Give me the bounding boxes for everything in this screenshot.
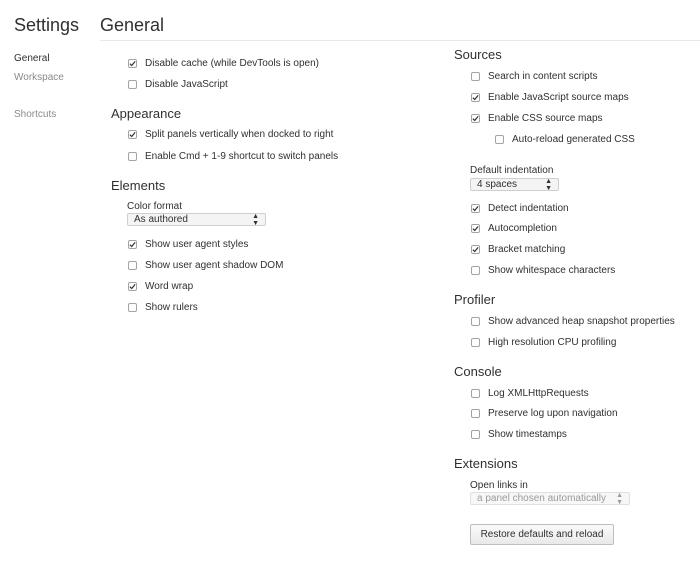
bracket-matching-option[interactable] bbox=[471, 244, 565, 255]
checkbox[interactable] bbox=[471, 430, 480, 439]
updown-arrows-icon: ▲ ▼ bbox=[252, 212, 259, 227]
disable-cache-option[interactable] bbox=[128, 58, 319, 69]
checkbox[interactable] bbox=[471, 338, 480, 347]
detect-indentation-option[interactable] bbox=[471, 203, 569, 214]
checkmark-icon bbox=[129, 283, 136, 290]
header-divider bbox=[100, 40, 700, 41]
checkbox[interactable] bbox=[471, 317, 480, 326]
checkbox-label: Show timestamps bbox=[488, 429, 567, 440]
select-value: As authored bbox=[134, 214, 188, 225]
checkmark-icon bbox=[472, 246, 479, 253]
checkbox-label: Log XMLHttpRequests bbox=[488, 388, 589, 399]
show-timestamps-option[interactable] bbox=[471, 429, 567, 440]
sidebar-item-general[interactable]: General bbox=[14, 53, 50, 64]
checkbox-label: Show advanced heap snapshot properties bbox=[488, 316, 675, 327]
auto-reload-css-option[interactable] bbox=[495, 134, 635, 145]
sidebar-item-shortcuts[interactable]: Shortcuts bbox=[14, 109, 57, 120]
user-agent-shadow-dom-option[interactable] bbox=[128, 260, 283, 271]
checkbox-label: Split panels vertically when docked to right bbox=[145, 129, 334, 140]
checkbox[interactable] bbox=[495, 135, 504, 144]
updown-arrows-icon: ▲ ▼ bbox=[545, 177, 552, 192]
checkmark-icon bbox=[472, 94, 479, 101]
section-title-extensions: Extensions bbox=[454, 456, 518, 471]
checkbox[interactable] bbox=[128, 80, 137, 89]
checkbox-label: High resolution CPU profiling bbox=[488, 337, 617, 348]
show-whitespace-option[interactable] bbox=[471, 265, 615, 276]
section-title-appearance: Appearance bbox=[111, 106, 182, 121]
checkbox[interactable] bbox=[471, 72, 480, 81]
checkmark-icon bbox=[129, 241, 136, 248]
sidebar-item-workspace[interactable]: Workspace bbox=[14, 72, 64, 83]
checkbox[interactable] bbox=[128, 152, 137, 161]
default-indentation-label: Default indentation bbox=[470, 165, 554, 176]
checkmark-icon bbox=[472, 115, 479, 122]
checkbox-label: Show user agent styles bbox=[145, 239, 249, 250]
checkbox[interactable] bbox=[471, 93, 480, 102]
checkbox-label: Show whitespace characters bbox=[488, 265, 616, 276]
checkbox[interactable] bbox=[128, 130, 137, 139]
section-title-console: Console bbox=[454, 364, 502, 379]
color-format-label: Color format bbox=[127, 201, 183, 212]
select-value: 4 spaces bbox=[477, 179, 518, 190]
user-agent-styles-option[interactable] bbox=[128, 239, 248, 250]
checkbox-label: Autocompletion bbox=[488, 223, 557, 234]
checkmark-icon bbox=[129, 60, 136, 67]
checkbox-label: Bracket matching bbox=[488, 244, 566, 255]
color-format-select[interactable] bbox=[127, 213, 266, 226]
checkbox-label: Word wrap bbox=[145, 281, 194, 292]
checkbox[interactable] bbox=[471, 266, 480, 275]
page-title: General bbox=[100, 15, 165, 35]
indentation-select[interactable] bbox=[470, 178, 559, 191]
checkbox-label: Enable JavaScript source maps bbox=[488, 92, 629, 103]
heap-snapshot-option[interactable] bbox=[471, 316, 675, 327]
search-content-scripts-option[interactable] bbox=[471, 71, 598, 82]
css-source-maps-option[interactable] bbox=[471, 113, 603, 124]
checkbox[interactable] bbox=[128, 282, 137, 291]
section-title-sources: Sources bbox=[454, 47, 502, 62]
checkmark-icon bbox=[472, 205, 479, 212]
select-value: a panel chosen automatically bbox=[477, 493, 606, 504]
checkbox-label: Enable CSS source maps bbox=[488, 113, 603, 124]
checkbox-label: Detect indentation bbox=[488, 203, 569, 214]
autocompletion-option[interactable] bbox=[471, 223, 557, 234]
cpu-profiling-option[interactable] bbox=[471, 337, 616, 348]
checkbox[interactable] bbox=[128, 261, 137, 270]
checkbox[interactable] bbox=[471, 114, 480, 123]
checkbox[interactable] bbox=[471, 224, 480, 233]
disable-javascript-option[interactable] bbox=[128, 79, 228, 90]
checkbox[interactable] bbox=[128, 59, 137, 68]
checkbox-label: Show user agent shadow DOM bbox=[145, 260, 284, 271]
section-title-profiler: Profiler bbox=[454, 292, 496, 307]
section-title-elements: Elements bbox=[111, 178, 166, 193]
updown-arrows-icon: ▲ ▼ bbox=[616, 491, 623, 506]
checkbox[interactable] bbox=[471, 204, 480, 213]
checkbox-label: Search in content scripts bbox=[488, 71, 598, 82]
preserve-log-option[interactable] bbox=[471, 408, 618, 419]
checkbox[interactable] bbox=[128, 303, 137, 312]
log-xhr-option[interactable] bbox=[471, 388, 589, 399]
word-wrap-option[interactable] bbox=[128, 281, 193, 292]
checkbox[interactable] bbox=[128, 240, 137, 249]
checkbox-label: Show rulers bbox=[145, 302, 198, 313]
settings-title: Settings bbox=[14, 15, 80, 35]
checkbox-label: Enable Cmd + 1-9 shortcut to switch panels bbox=[145, 151, 339, 162]
checkmark-icon bbox=[129, 131, 136, 138]
open-links-select[interactable] bbox=[470, 492, 630, 505]
split-panels-option[interactable] bbox=[128, 129, 333, 140]
open-links-label: Open links in bbox=[470, 480, 528, 491]
checkbox-label: Preserve log upon navigation bbox=[488, 408, 618, 419]
checkbox-label: Auto-reload generated CSS bbox=[512, 134, 635, 145]
checkbox-label: Disable JavaScript bbox=[145, 79, 228, 90]
restore-defaults-button[interactable]: Restore defaults and reload bbox=[470, 524, 614, 545]
checkmark-icon bbox=[472, 225, 479, 232]
js-source-maps-option[interactable] bbox=[471, 92, 629, 103]
show-rulers-option[interactable] bbox=[128, 302, 198, 313]
cmd-shortcut-option[interactable] bbox=[128, 151, 338, 162]
checkbox[interactable] bbox=[471, 409, 480, 418]
checkbox[interactable] bbox=[471, 389, 480, 398]
checkbox[interactable] bbox=[471, 245, 480, 254]
checkbox-label: Disable cache (while DevTools is open) bbox=[145, 58, 319, 69]
